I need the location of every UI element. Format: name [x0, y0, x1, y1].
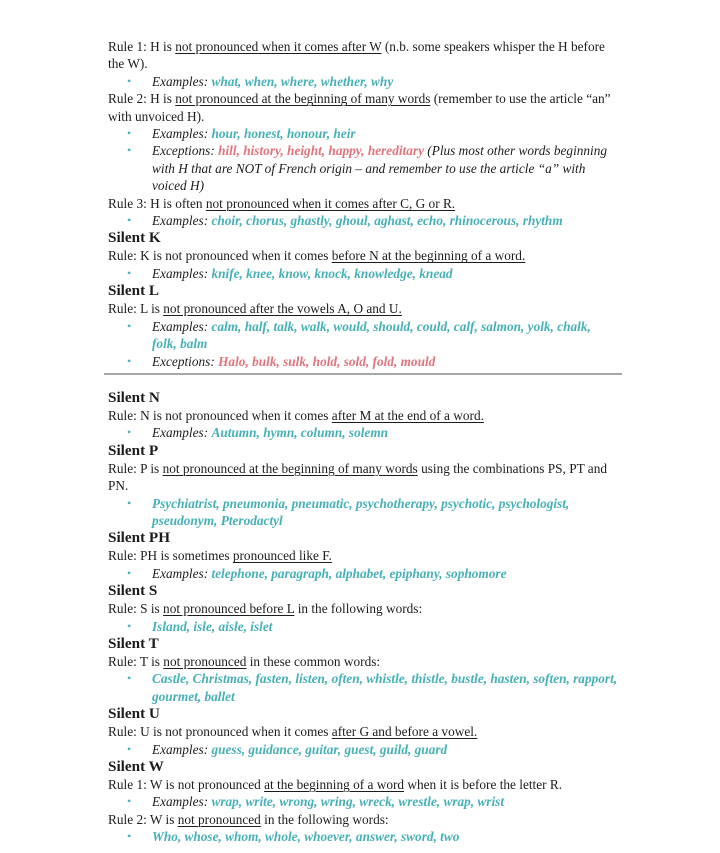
page-divider — [104, 373, 622, 375]
rule-prefix: Rule 1: H is — [108, 39, 176, 54]
section-silent-l — [108, 282, 618, 370]
exceptions-label: Exceptions: — [152, 353, 219, 369]
section-silent-s — [108, 582, 618, 635]
rule-suffix: in the following words: — [294, 601, 423, 617]
examples-list — [108, 495, 618, 530]
rule-text — [108, 600, 618, 617]
rule-underlined: after G and before a vowel. — [331, 724, 478, 740]
rule-underlined: before N at the beginning of a word. — [331, 248, 526, 264]
section-heading: Silent K — [108, 229, 161, 247]
examples-label: Examples: — [152, 565, 212, 581]
rule-prefix: Rule: L is — [108, 301, 164, 317]
examples-item — [108, 793, 618, 810]
rule-prefix: Rule: K is not pronounced when it comes — [108, 248, 332, 264]
rule-text — [108, 811, 618, 828]
example-words: Castle, Christmas, fasten, listen, often, whistle, thistle, bustle, hasten, soften, rapport, gourmet, ballet — [152, 671, 618, 704]
examples-item — [108, 495, 618, 530]
rule-underlined: not pronounced after the vowels A, O and U. — [163, 301, 402, 317]
rule-prefix: Rule: P is — [108, 460, 163, 476]
rule-underlined: after M at the end of a word. — [331, 407, 484, 423]
rule-prefix: Rule: T is — [108, 653, 164, 669]
rule-underlined: not pronounced at the beginning of many words — [175, 91, 431, 107]
examples-list — [108, 741, 618, 758]
exceptions-label: Exceptions: — [152, 143, 219, 159]
rule-text — [108, 460, 618, 495]
examples-item — [108, 265, 618, 282]
exceptions-note: (Plus most other words beginning with H that are NOT of French origin – and remember to use the article “a” with voiced H) — [152, 143, 608, 194]
rule-text — [108, 547, 618, 564]
rule-suffix: when it is before the letter R. — [404, 777, 563, 792]
rule-text — [108, 38, 618, 73]
rule-prefix: Rule 2: H is — [108, 91, 176, 107]
examples-label: Examples: — [152, 318, 212, 334]
example-words: what, when, where, whether, why — [211, 73, 394, 89]
rule-text — [108, 723, 618, 740]
examples-item — [108, 618, 618, 635]
examples-item — [108, 125, 618, 142]
examples-list — [108, 793, 618, 810]
rule-underlined: pronounced like F. — [232, 548, 332, 564]
rule-underlined: not pronounced — [177, 811, 261, 827]
examples-list — [108, 318, 618, 370]
rule-suffix: in these common words: — [246, 653, 381, 669]
examples-item — [108, 565, 618, 582]
example-words: Island, isle, aisle, islet — [152, 618, 273, 634]
rule-text — [108, 776, 618, 793]
exceptions-item — [108, 353, 618, 370]
rule-text — [108, 195, 618, 212]
examples-label: Examples: — [152, 794, 212, 810]
rule-text — [108, 407, 618, 424]
rule-prefix: Rule 2: W is — [108, 811, 178, 827]
example-words: knife, knee, know, knock, knowledge, knead — [211, 265, 453, 281]
exception-words: hill, history, height, happy, hereditary — [218, 143, 424, 159]
rule-underlined: not pronounced when it comes after C, G or R. — [205, 195, 456, 211]
examples-label: Examples: — [152, 265, 212, 281]
section-silent-h — [108, 38, 618, 229]
section-heading: Silent N — [108, 388, 160, 406]
examples-label: Examples: — [152, 425, 212, 441]
section-heading: Silent PH — [108, 529, 171, 547]
examples-item — [108, 670, 618, 705]
example-words: wrap, write, wrong, wring, wreck, wrestle, wrap, wrist — [211, 794, 505, 810]
section-heading: Silent U — [108, 705, 160, 723]
rule-underlined: not pronounced when it comes after W — [175, 39, 382, 54]
section-silent-k — [108, 229, 618, 282]
examples-list — [108, 565, 618, 582]
rule-suffix: (remember to use the article “an” with unvoiced H). — [108, 91, 611, 124]
examples-list — [108, 125, 618, 195]
example-words: hour, honest, honour, heir — [211, 126, 356, 142]
examples-list — [108, 73, 618, 90]
document-page — [108, 38, 618, 846]
section-silent-p — [108, 442, 618, 530]
examples-list — [108, 828, 618, 845]
rule-underlined: not pronounced at the beginning of many words — [162, 460, 418, 476]
section-silent-u — [108, 705, 618, 758]
examples-item — [108, 828, 618, 845]
examples-label: Examples: — [152, 126, 212, 142]
examples-item — [108, 73, 618, 90]
example-words: guess, guidance, guitar, guest, guild, guard — [211, 741, 448, 757]
rule-prefix: Rule 3: H is often — [108, 195, 206, 211]
examples-list — [108, 265, 618, 282]
rule-underlined: not pronounced before L — [163, 601, 295, 617]
examples-item — [108, 318, 618, 353]
section-heading: Silent P — [108, 441, 159, 459]
example-words: Psychiatrist, pneumonia, pneumatic, psychotherapy, psychotic, psychologist, pseudonym, Pterodactyl — [152, 495, 570, 528]
rule-prefix: Rule 1: W is not pronounced — [108, 777, 265, 792]
rule-underlined: not pronounced — [163, 653, 247, 669]
section-silent-ph — [108, 529, 618, 582]
rule-text — [108, 247, 618, 264]
examples-list — [108, 424, 618, 441]
rule-text — [108, 653, 618, 670]
rule-underlined: at the beginning of a word — [264, 777, 405, 792]
rule-text — [108, 300, 618, 317]
section-silent-n — [108, 389, 618, 442]
examples-label: Examples: — [152, 73, 212, 89]
examples-list — [108, 212, 618, 229]
example-words: telephone, paragraph, alphabet, epiphany, sophomore — [211, 565, 507, 581]
rule-text — [108, 90, 618, 125]
example-words: Who, whose, whom, whole, whoever, answer, sword, two — [152, 829, 460, 845]
section-heading: Silent T — [108, 634, 159, 652]
section-silent-t — [108, 635, 618, 705]
section-silent-w — [108, 758, 618, 846]
examples-item — [108, 212, 618, 229]
examples-label: Examples: — [152, 741, 212, 757]
example-words: choir, chorus, ghastly, ghoul, aghast, echo, rhinocerous, rhythm — [211, 213, 563, 229]
exceptions-item — [108, 142, 618, 194]
rule-prefix: Rule: PH is sometimes — [108, 548, 233, 564]
examples-item — [108, 424, 618, 441]
rule-prefix: Rule: N is not pronounced when it comes — [108, 407, 332, 423]
rule-suffix: (n.b. some speakers whisper the H before the W). — [108, 39, 605, 72]
rule-suffix: in the following words: — [260, 811, 389, 827]
example-words: Autumn, hymn, column, solemn — [211, 425, 389, 441]
section-heading: Silent S — [108, 582, 158, 600]
example-words: calm, half, talk, walk, would, should, could, calf, salmon, yolk, chalk, folk, balm — [152, 318, 591, 352]
exception-words: Halo, bulk, sulk, hold, sold, fold, mould — [218, 353, 436, 369]
examples-list — [108, 618, 618, 635]
rule-prefix: Rule: S is — [108, 601, 164, 617]
examples-label: Examples: — [152, 213, 212, 229]
examples-item — [108, 741, 618, 758]
examples-list — [108, 670, 618, 705]
rule-prefix: Rule: U is not pronounced when it comes — [108, 724, 332, 740]
rule-suffix: using the combinations PS, PT and PN. — [108, 460, 607, 494]
section-heading: Silent L — [108, 282, 160, 300]
section-heading: Silent W — [108, 758, 164, 775]
